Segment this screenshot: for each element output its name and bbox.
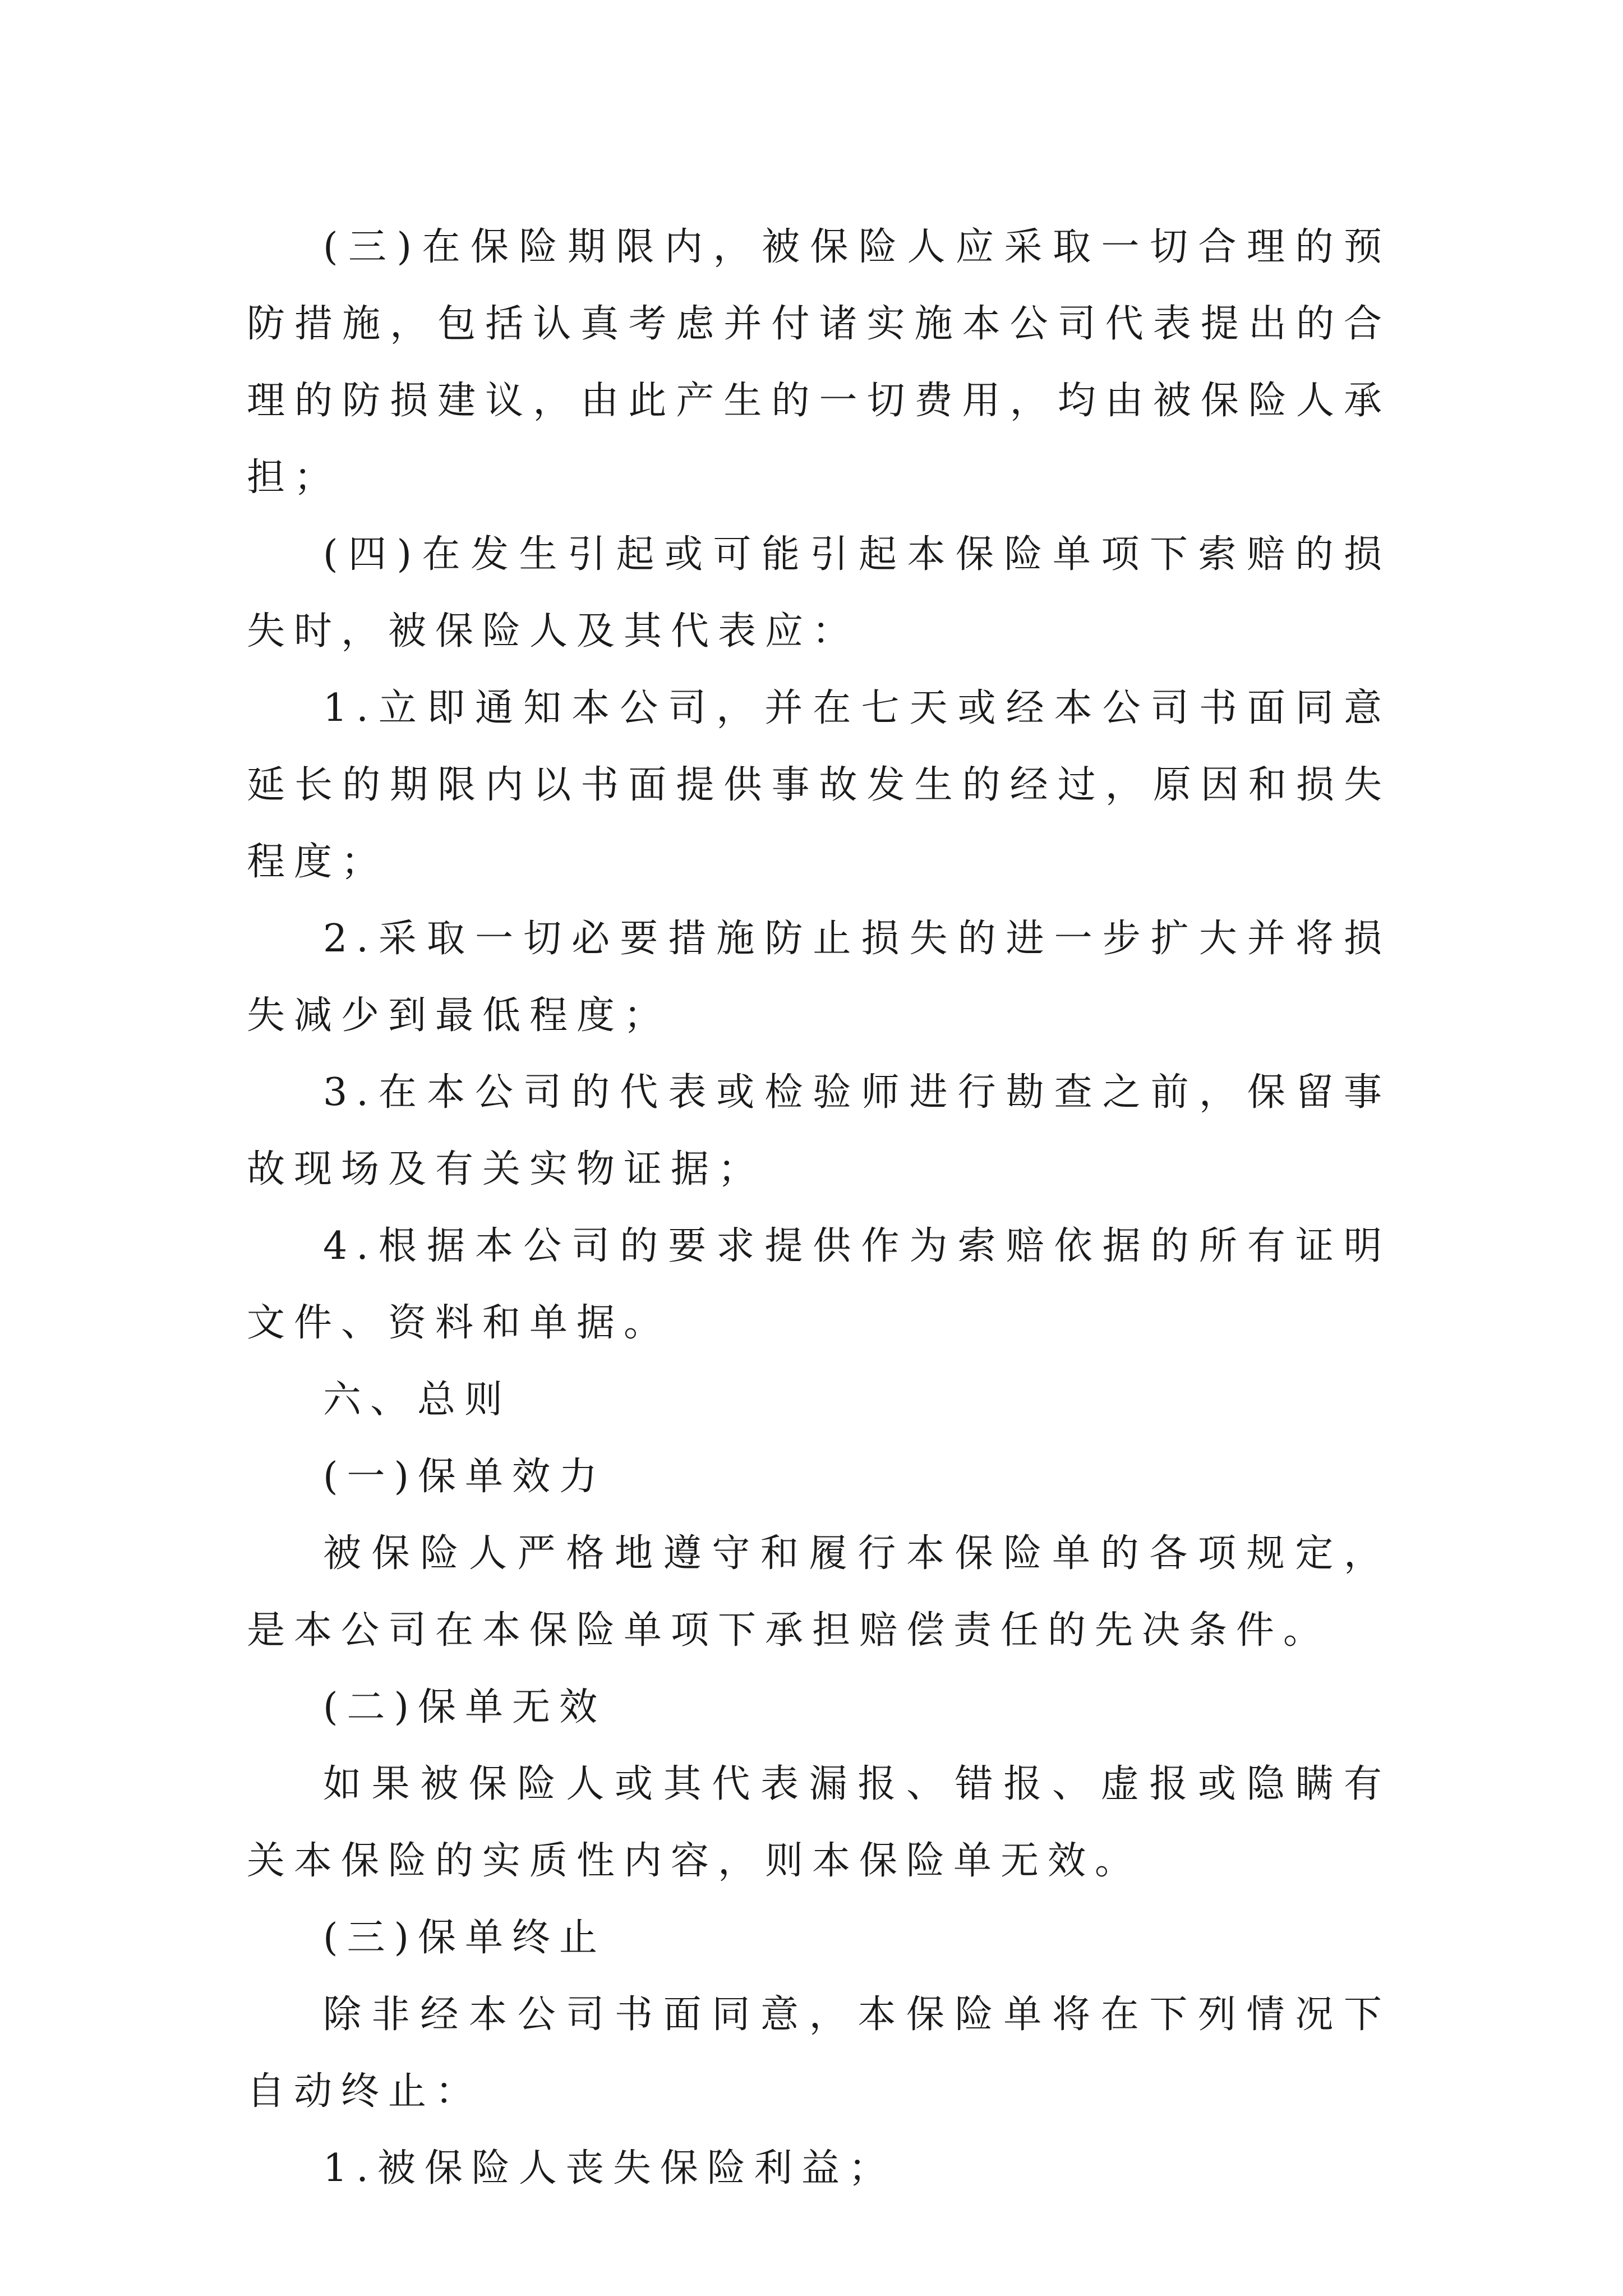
paragraph-policy-termination: 除非经本公司书面同意，本保险单将在下列情况下自动终止： xyxy=(247,1993,1391,2114)
list-item-provide-documents: 4.根据本公司的要求提供作为索赔依据的所有证明文件、资料和单据。 xyxy=(247,1224,1391,1345)
list-item-notify-company: 1.立即通知本公司，并在七天或经本公司书面同意延长的期限内以书面提供事故发生的经过，原因和损失程度； xyxy=(247,686,1391,884)
document-body xyxy=(247,209,1391,2207)
subheading-policy-termination: (三)保单终止 xyxy=(323,1916,607,1960)
list-item-loss-of-interest: 1.被保险人丧失保险利益； xyxy=(323,2146,896,2191)
subheading-policy-validity: (一)保单效力 xyxy=(323,1455,607,1499)
paragraph-policy-validity: 被保险人严格地遵守和履行本保险单的各项规定，是本公司在本保险单项下承担赔偿责任的先决条件。 xyxy=(247,1531,1391,1653)
section-heading-general-rules: 六、总则 xyxy=(323,1378,512,1422)
list-item-preserve-scene: 3.在本公司的代表或检验师进行勘查之前，保留事故现场及有关实物证据； xyxy=(247,1070,1391,1191)
paragraph-prevention-measures: (三)在保险期限内，被保险人应采取一切合理的预防措施，包括认真考虑并付诸实施本公司代表提出的合理的防损建议，由此产生的一切费用，均由被保险人承担； xyxy=(247,225,1391,500)
paragraph-loss-obligations: (四)在发生引起或可能引起本保险单项下索赔的损失时，被保险人及其代表应： xyxy=(247,532,1391,654)
subheading-policy-invalid: (二)保单无效 xyxy=(323,1685,607,1729)
list-item-prevent-expansion: 2.采取一切必要措施防止损失的进一步扩大并将损失减少到最低程度； xyxy=(247,917,1391,1038)
paragraph-policy-invalid: 如果被保险人或其代表漏报、错报、虚报或隐瞒有关本保险的实质性内容，则本保险单无效。 xyxy=(247,1762,1391,1883)
